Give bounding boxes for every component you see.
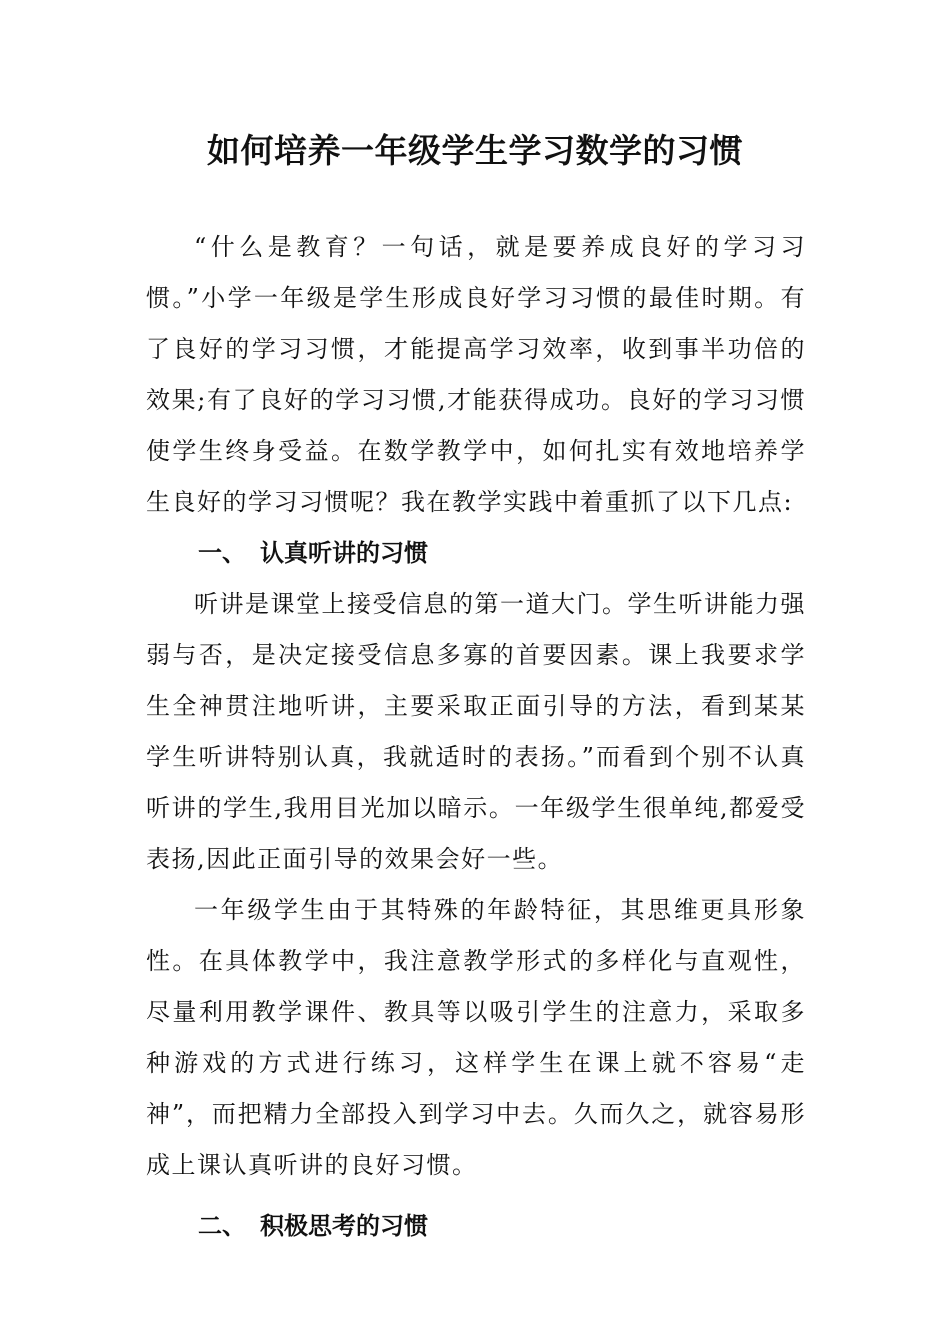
section-1-paragraph-2: 一年级学生由于其特殊的年龄特征，其思维更具形象性。在具体教学中，我注意教学形式的多样化与直观性，尽量利用教学课件、教具等以吸引学生的注意力，采取多种游戏的方式进行练习，这样学生在课上就不容易“走神”，而把精力全部投入到学习中去。久而久之，就容易形成上课认真听讲的良好习惯。 xyxy=(146,896,806,1179)
section-number-2: 二、 xyxy=(198,1212,246,1240)
section-1-paragraph-1: 听讲是课堂上接受信息的第一道大门。学生听讲能力强弱与否，是决定接受信息多寡的首要因素。课上我要求学生全神贯注地听讲，主要采取正面引导的方法，看到某某学生听讲特别认真，我就适时的表扬。”而看到个别不认真听讲的学生,我用目光加以暗示。一年级学生很单纯,都爱受表扬,因此正面引导的效果会好一些。 xyxy=(146,590,806,873)
section-number-1: 一、 xyxy=(198,539,246,567)
section-spacer xyxy=(146,1191,806,1201)
intro-paragraph: “什么是教育？一句话，就是要养成良好的学习习惯。”小学一年级是学生形成良好学习习惯的最佳时期。有了良好的学习习惯，才能提高学习效率，收到事半功倍的效果;有了良好的学习习惯,才能获得成功。良好的学习习惯使学生终身受益。在数学教学中，如何扎实有效地培养学生良好的学习习惯呢？我在教学实践中着重抓了以下几点: xyxy=(146,233,806,516)
document-title: 如何培养一年级学生学习数学的习惯 xyxy=(207,131,743,170)
document-body xyxy=(146,222,806,1252)
section-heading-2 xyxy=(146,1201,806,1252)
section-heading-1 xyxy=(146,528,806,579)
section-title-2: 积极思考的习惯 xyxy=(260,1212,428,1240)
section-title-1: 认真听讲的习惯 xyxy=(260,539,428,567)
